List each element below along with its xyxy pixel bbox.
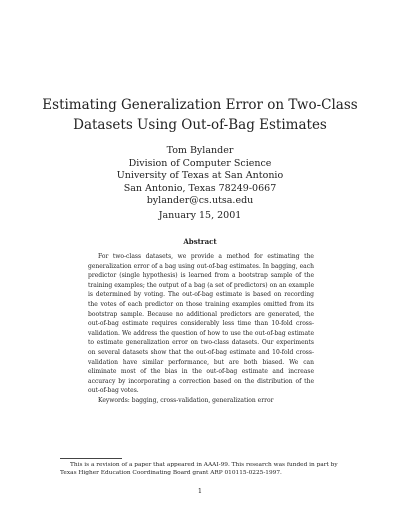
page-number: 1 <box>197 487 203 495</box>
title-line-1: Estimating Generalization Error on Two-Class <box>42 97 358 113</box>
author-email: bylander@cs.utsa.edu <box>146 195 254 206</box>
paper-date: January 15, 2001 <box>158 210 242 221</box>
footnote: This is a revision of a paper that appeared in AAAI-99. This research was funded in part by Texas Higher Education Coordinating Board grant ARP 010115-0225-1997. <box>60 462 338 476</box>
paper-title <box>40 95 360 135</box>
abstract-body: For two-class datasets, we provide a method for estimating the generalization error of a bag using out-of-bag estimates. In bagging, each predictor (single hypothesis) is learned from a bootstrap sample of the training examples; the output of a bag (a set of predictors) on an example is determined by voting. The out-of-bag estimate is based on recording the votes of each predictor on those training examples omitted from its bootstrap sample. Because no additional predictors are generated, the out-of-bag estimate requires considerably less time than 10-fold cross-validation. We address the question of how to use the out-of-bag estimate to estimate generalization error on two-class datasets. Our experiments on several datasets show that the out-of-bag estimate and 10-fold cross-validation have similar performance, but are both biased. We can eliminate most of the bias in the out-of-bag estimate and increase accuracy by incorporating a correction based on the distribution of the out-of-bag votes. <box>88 253 314 395</box>
abstract <box>88 252 314 406</box>
abstract-heading: Abstract <box>183 237 217 246</box>
title-line-2: Datasets Using Out-of-Bag Estimates <box>73 117 327 133</box>
author-university: University of Texas at San Antonio <box>116 170 284 181</box>
abstract-keywords: Keywords: bagging, cross-validation, generalization error <box>98 396 274 404</box>
author-block <box>60 145 340 208</box>
author-department: Division of Computer Science <box>128 157 272 169</box>
author-name: Tom Bylander <box>166 145 234 156</box>
author-address: San Antonio, Texas 78249-0667 <box>123 182 277 194</box>
footnote-rule <box>60 458 122 459</box>
